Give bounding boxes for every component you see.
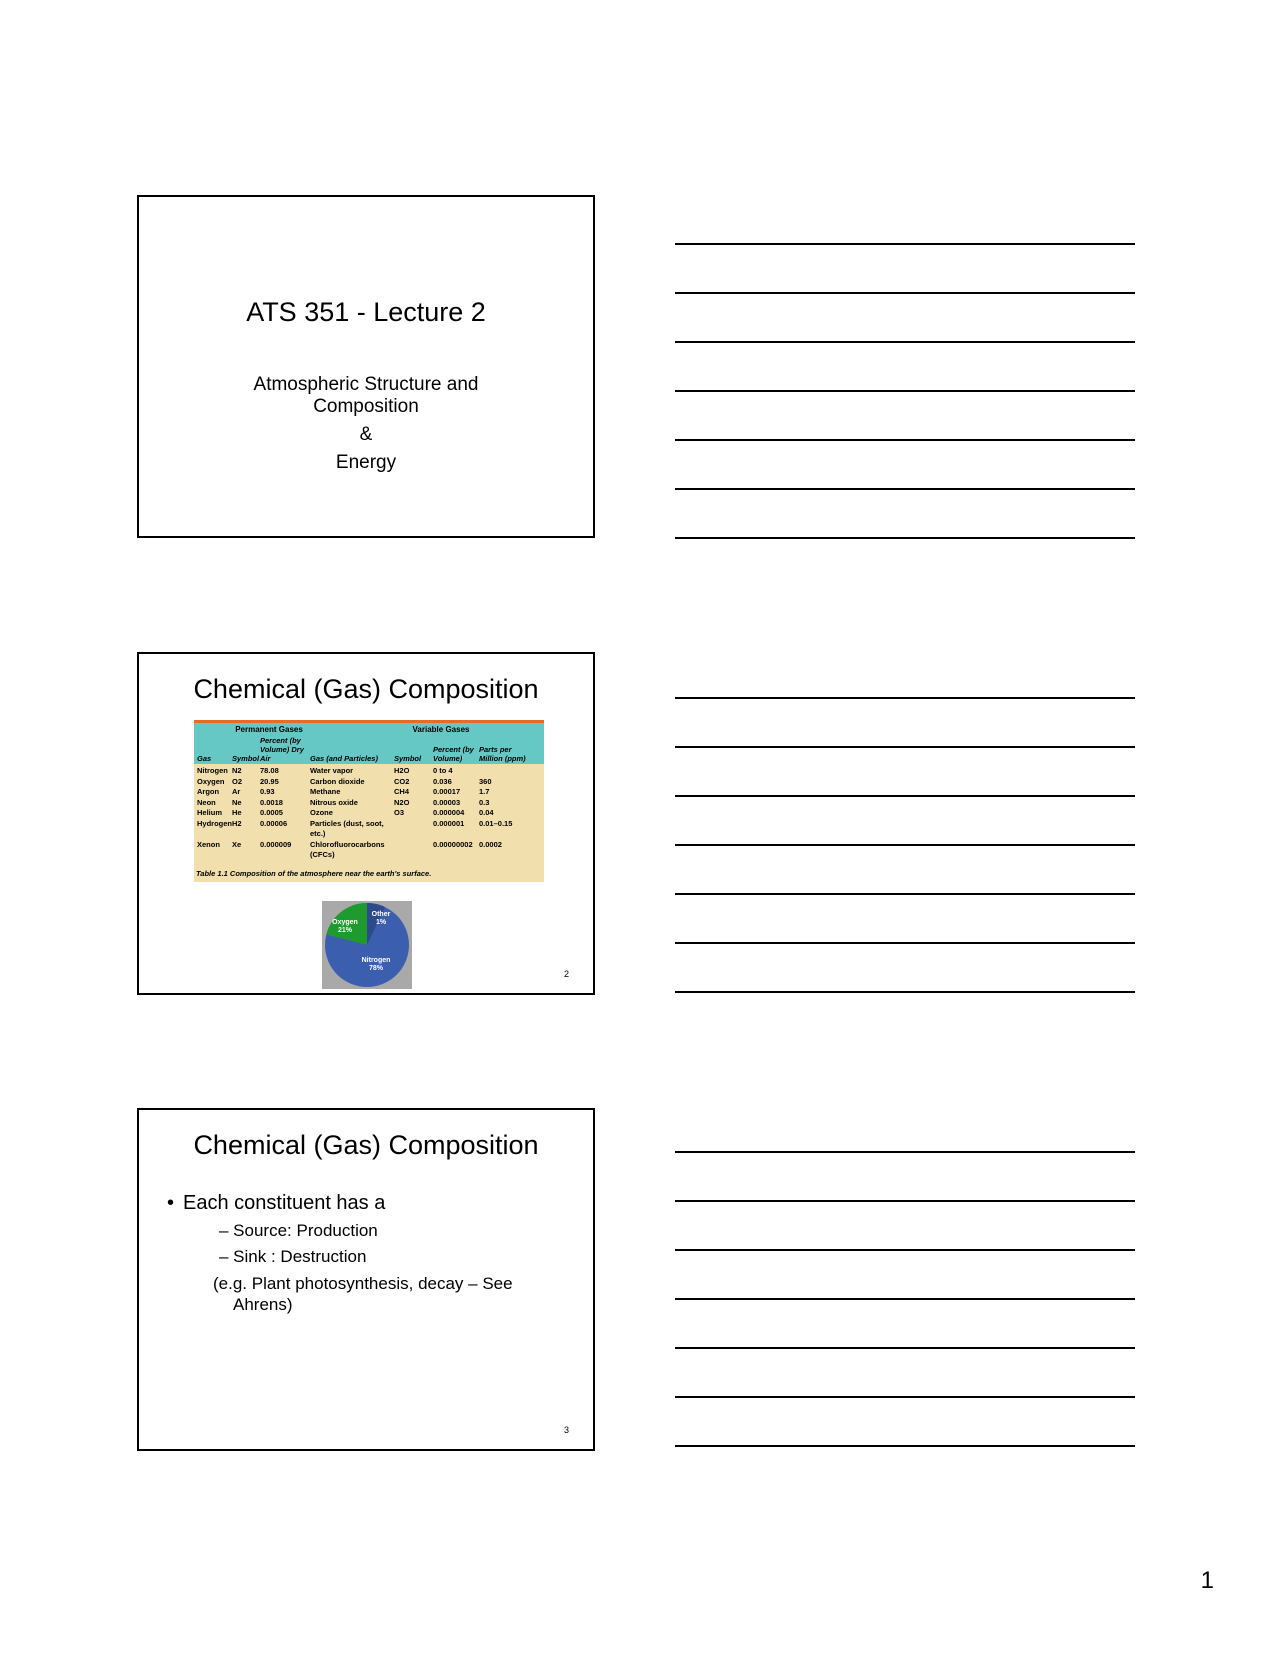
table-cell: 20.95 bbox=[260, 776, 279, 786]
table-cell bbox=[479, 766, 526, 777]
slide-3-title: Chemical (Gas) Composition bbox=[193, 1130, 539, 1160]
slide-2-title: Chemical (Gas) Composition bbox=[193, 674, 539, 704]
table-column-headers bbox=[197, 736, 541, 763]
table-cell: Ozone bbox=[310, 808, 333, 817]
table-cell: 0.00000002 bbox=[433, 839, 473, 849]
note-line bbox=[675, 243, 1135, 245]
subtitle-ampersand: & bbox=[359, 424, 373, 445]
note-line bbox=[675, 1298, 1135, 1300]
table-cell: 0.0002 bbox=[479, 839, 502, 849]
slide-1-title: ATS 351 - Lecture 2 bbox=[246, 297, 486, 327]
table-header-cell: Symbol bbox=[394, 754, 422, 763]
note-line bbox=[675, 844, 1135, 846]
table-cell: Xenon bbox=[197, 839, 220, 849]
table-cell: 78.08 bbox=[260, 766, 279, 775]
subtitle-line-1: Atmospheric Structure and bbox=[253, 374, 479, 395]
subtitle-line-3: Energy bbox=[335, 452, 397, 473]
table-cell: 0.04 bbox=[479, 808, 494, 817]
note-line bbox=[675, 1249, 1135, 1251]
table-cell: O3 bbox=[394, 808, 405, 817]
note-line bbox=[675, 537, 1135, 539]
page-number: 1 bbox=[1200, 1567, 1214, 1594]
table-cell: H2O bbox=[394, 766, 410, 775]
table-cell: Methane bbox=[310, 787, 341, 796]
note-line bbox=[675, 1200, 1135, 1202]
table-cell: Ar bbox=[232, 787, 241, 796]
table-cell: Ne bbox=[232, 797, 242, 807]
table-cell: 0.00003 bbox=[433, 797, 461, 807]
slide-3-number: 3 bbox=[563, 1425, 569, 1435]
table-cell bbox=[394, 819, 431, 840]
table-cell: Neon bbox=[197, 797, 216, 807]
table-cell: Hydrogen bbox=[197, 818, 233, 828]
bullet-note: (e.g. Plant photosynthesis, decay – See Ahrens) bbox=[213, 1274, 513, 1314]
table-cell: He bbox=[232, 808, 242, 817]
table-cell: Chlorofluorocarbons (CFCs) bbox=[310, 839, 385, 859]
table-cell: 360 bbox=[479, 776, 492, 786]
table-cell: 0.93 bbox=[260, 787, 275, 796]
table-cell: Nitrogen bbox=[197, 766, 228, 775]
table-header-cell: Gas (and Particles) bbox=[310, 754, 378, 763]
note-line bbox=[675, 1396, 1135, 1398]
table-body bbox=[194, 764, 544, 861]
table-cell: Nitrous oxide bbox=[310, 797, 358, 807]
slide-1 bbox=[137, 195, 595, 538]
table-cell: 0.036 bbox=[433, 776, 452, 786]
table-cell: 0.0018 bbox=[260, 797, 283, 807]
group-variable-gases: Variable Gases bbox=[412, 725, 470, 734]
note-line bbox=[675, 292, 1135, 294]
pie-label-oxygen-pct: 21% bbox=[337, 927, 352, 934]
note-line bbox=[675, 697, 1135, 699]
slide-2 bbox=[137, 652, 595, 995]
table-cell: 0.01–0.15 bbox=[479, 818, 513, 828]
bullet-sink: – Sink : Destruction bbox=[219, 1247, 367, 1266]
note-line bbox=[675, 942, 1135, 944]
note-line bbox=[675, 1151, 1135, 1153]
table-header-cell: Percent (by Volume) bbox=[433, 745, 474, 763]
bullet-source: – Source: Production bbox=[219, 1221, 378, 1240]
note-line bbox=[675, 341, 1135, 343]
composition-table bbox=[194, 720, 544, 882]
pie-label-other: Other bbox=[371, 911, 391, 918]
table-cell: 0.00006 bbox=[260, 818, 288, 828]
pie-label-nitrogen-pct: 78% bbox=[368, 965, 383, 972]
subtitle-line-2: Composition bbox=[313, 396, 419, 417]
group-permanent-gases: Permanent Gases bbox=[235, 725, 303, 734]
table-cell: CH4 bbox=[394, 787, 410, 796]
slide-1-subtitle bbox=[139, 374, 593, 474]
pie-label-oxygen: Oxygen bbox=[332, 919, 358, 926]
slide-2-number: 2 bbox=[563, 969, 569, 979]
table-header-band bbox=[194, 723, 544, 764]
table-cell: 0.000001 bbox=[433, 818, 465, 828]
table-cell: Argon bbox=[197, 787, 220, 796]
table-cell: 0 to 4 bbox=[433, 766, 453, 775]
note-line bbox=[675, 1445, 1135, 1447]
table-cell: Carbon dioxide bbox=[310, 776, 365, 786]
pie-label-other-pct: 1% bbox=[375, 919, 387, 926]
table-cell: Particles (dust, soot, etc.) bbox=[310, 818, 384, 838]
note-line bbox=[675, 746, 1135, 748]
note-line bbox=[675, 439, 1135, 441]
pie-label-nitrogen: Nitrogen bbox=[361, 957, 391, 964]
table-cell: 0.0005 bbox=[260, 808, 283, 817]
table-cell: 0.000009 bbox=[260, 839, 292, 849]
table-cell: Helium bbox=[197, 808, 223, 817]
slide-3 bbox=[137, 1108, 595, 1451]
table-cell: Oxygen bbox=[197, 776, 225, 786]
table-header-cell: Gas bbox=[197, 754, 212, 763]
note-line bbox=[675, 1347, 1135, 1349]
table-cell: N2 bbox=[232, 766, 242, 775]
table-cell: H2 bbox=[232, 818, 242, 828]
table-cell: O2 bbox=[232, 776, 243, 786]
note-line bbox=[675, 390, 1135, 392]
table-cell: CO2 bbox=[394, 776, 410, 786]
table-cell: 1.7 bbox=[479, 787, 490, 796]
slide-3-bullets bbox=[167, 1192, 573, 1315]
note-line bbox=[675, 488, 1135, 490]
table-header-cell: Parts per Million (ppm) bbox=[479, 745, 526, 763]
table-cell: 0.3 bbox=[479, 797, 490, 807]
table-cell: 0.000004 bbox=[433, 808, 465, 817]
table-cell: N2O bbox=[394, 797, 410, 807]
composition-pie-chart bbox=[322, 901, 412, 989]
table-header-cell: Percent (by Volume) Dry Air bbox=[260, 736, 304, 763]
table-header-cell: Symbol bbox=[232, 754, 260, 763]
table-cell bbox=[394, 840, 431, 861]
bullet-main: • Each constituent has a bbox=[167, 1192, 386, 1214]
note-line bbox=[675, 991, 1135, 993]
note-line bbox=[675, 893, 1135, 895]
table-cell: Xe bbox=[232, 839, 242, 849]
table-cell: 0.00017 bbox=[433, 787, 461, 796]
note-line bbox=[675, 795, 1135, 797]
table-caption: Table 1.1 Composition of the atmosphere near the earth's surface. bbox=[196, 869, 432, 878]
table-cell: Water vapor bbox=[310, 766, 354, 775]
